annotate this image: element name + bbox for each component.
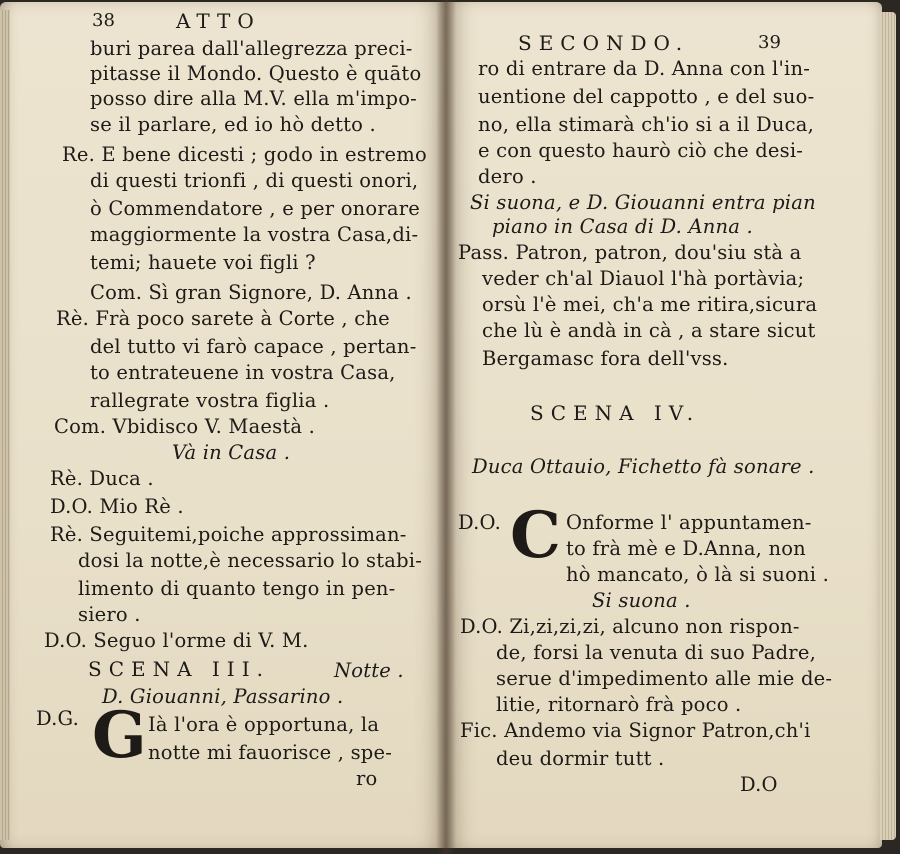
speech-line: Fic. Andemo via Signor Patron,ch'i xyxy=(460,719,811,742)
scene-heading: SCENA IV. xyxy=(530,401,701,425)
text-line: uentione del cappotto , e del suo- xyxy=(478,85,815,108)
left-page xyxy=(0,2,446,848)
right-page xyxy=(446,2,882,848)
text-line: maggiormente la vostra Casa,di- xyxy=(90,223,419,246)
character-list: Duca Ottauio, Fichetto fà sonare . xyxy=(472,455,815,478)
text-line: del tutto vi farò capace , pertan- xyxy=(90,335,417,358)
text-line: pitasse il Mondo. Questo è quāto xyxy=(90,62,422,85)
text-line: Ià l'ora è opportuna, la xyxy=(148,713,380,736)
drop-cap: C xyxy=(510,498,561,573)
stage-direction: Và in Casa . xyxy=(172,441,291,464)
text-line: to entrateuene in vostra Casa, xyxy=(90,361,396,384)
text-line: Onforme l' appuntamen- xyxy=(566,511,812,534)
speech-line: Rè. Frà poco sarete à Corte , che xyxy=(56,307,390,330)
text-line: veder ch'al Diauol l'hà portàvia; xyxy=(482,267,805,290)
text-line: dosi la notte,è necessario lo stabi- xyxy=(78,549,423,572)
text-line: notte mi fauorisce , spe- xyxy=(148,741,393,764)
text-line: siero . xyxy=(78,603,141,626)
book-gutter xyxy=(436,0,456,854)
text-line: litie, ritornarò frà poco . xyxy=(496,693,742,716)
text-line: buri parea dall'allegrezza preci- xyxy=(90,37,413,60)
page-number-right: 39 xyxy=(758,32,781,53)
speech-line: Pass. Patron, patron, dou'siu stà a xyxy=(458,241,802,264)
speech-line: Com. Sì gran Signore, D. Anna . xyxy=(90,281,412,304)
text-line: deu dormir tutt . xyxy=(496,747,665,770)
text-line: no, ella stimarà ch'io si a il Duca, xyxy=(478,113,814,136)
text-line: dero . xyxy=(478,165,537,188)
page-edges-left xyxy=(0,10,10,840)
catchword: ro xyxy=(356,767,378,790)
speaker-label: D.G. xyxy=(36,707,80,730)
text-line: ò Commendatore , e per onorare xyxy=(90,197,420,220)
text-line: che lù è andà in cà , a stare sicut xyxy=(482,319,816,342)
running-head-left: ATTO xyxy=(176,9,261,33)
speech-line: Re. E bene dicesti ; godo in estremo xyxy=(62,143,427,166)
speech-line: D.O. Seguo l'orme di V. M. xyxy=(44,629,309,652)
speech-line: Com. Vbidisco V. Maestà . xyxy=(54,415,316,438)
drop-cap: G xyxy=(92,698,147,773)
stage-direction: Si suona, e D. Giouanni entra pian xyxy=(470,191,816,214)
text-line: Bergamasc fora dell'vss. xyxy=(482,347,729,370)
text-line: serue d'impedimento alle mie de- xyxy=(496,667,833,690)
running-head-right: SECONDO. xyxy=(518,31,690,55)
text-line: orsù l'è mei, ch'a me ritira,sicura xyxy=(482,293,818,316)
text-line: e con questo haurò ciò che desi- xyxy=(478,139,804,162)
speech-line: Rè. Seguitemi,poiche approssiman- xyxy=(50,523,407,546)
text-line: ro di entrare da D. Anna con l'in- xyxy=(478,57,810,80)
text-line: de, forsi la venuta di suo Padre, xyxy=(496,641,816,664)
text-line: to frà mè e D.Anna, non xyxy=(566,537,806,560)
text-line: se il parlare, ed io hò detto . xyxy=(90,113,376,136)
scene-heading: SCENA III. xyxy=(88,657,270,681)
character-list: D. Giouanni, Passarino . xyxy=(102,685,344,708)
text-line: temi; hauete voi figli ? xyxy=(90,251,316,274)
text-line: hò mancato, ò là si suoni . xyxy=(566,563,830,586)
page-number-left: 38 xyxy=(92,10,115,31)
stage-direction: piano in Casa di D. Anna . xyxy=(492,215,753,238)
speaker-label: D.O. xyxy=(458,511,501,534)
text-line: di questi trionfi , di questi onori, xyxy=(90,169,419,192)
speech-line: Rè. Duca . xyxy=(50,467,154,490)
speech-line: D.O. Zi,zi,zi,zi, alcuno non rispon- xyxy=(460,615,800,638)
text-line: posso dire alla M.V. ella m'impo- xyxy=(90,87,417,110)
text-line: limento di quanto tengo in pen- xyxy=(78,577,396,600)
text-line: rallegrate vostra figlia . xyxy=(90,389,330,412)
catchword: D.O xyxy=(740,773,778,796)
stage-direction: Notte . xyxy=(334,659,404,682)
page-edges-right xyxy=(880,12,896,840)
stage-direction: Si suona . xyxy=(592,589,691,612)
speech-line: D.O. Mio Rè . xyxy=(50,495,184,518)
